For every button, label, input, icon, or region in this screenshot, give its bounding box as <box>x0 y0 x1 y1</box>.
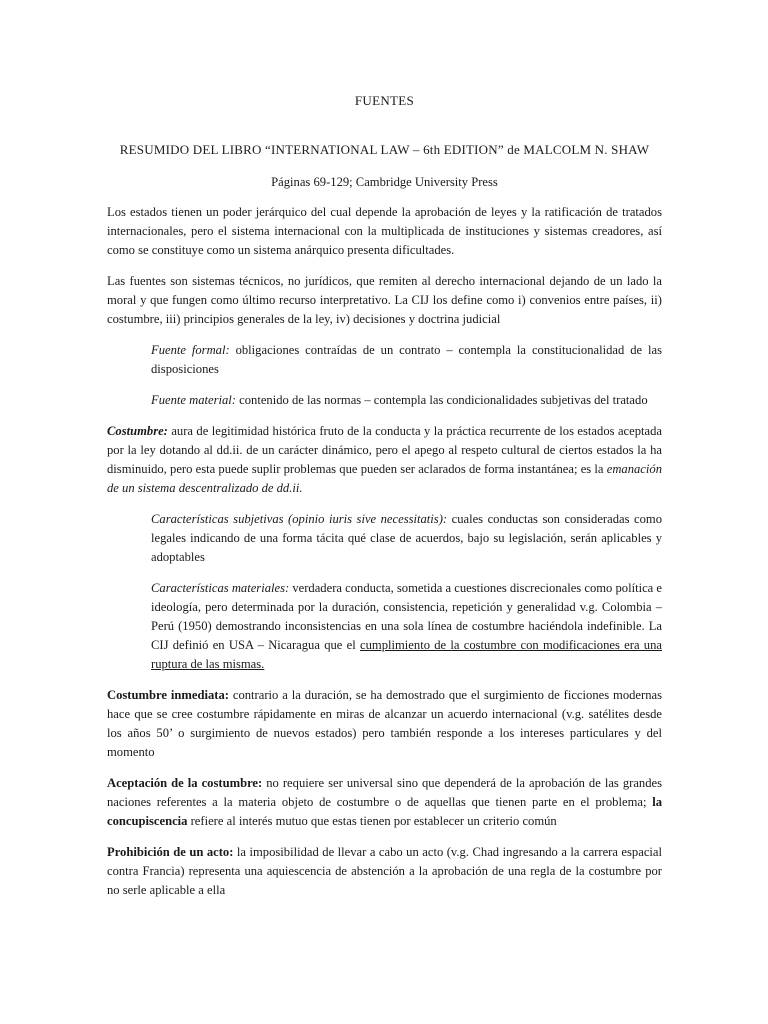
immediate-custom-text: contrario a la duración, se ha demostrado que el surgimiento de ficciones modernas hace que se cree costumbre rápidamente en miras de alcanzar un acuerdo internacional (v.g. satélites desde los años 50’ o surgimiento de nuevos estados) pero también responde a los intereses particulares y del momento <box>107 688 662 759</box>
costumbre-text: aura de legitimidad histórica fruto de la conducta y la práctica recurrente de los estados aceptada por la ley dotando al dd.ii. de un carácter dinámico, pero el apego al respeto cultural de ciertos estados la ha disminuido, pero esta puede suplir problemas que pueden ser aclarados de forma instantánea; es la <box>107 424 662 476</box>
material-characteristics-term: Características materiales: <box>151 581 290 595</box>
document-title: FUENTES <box>354 93 415 108</box>
subjective-characteristics-term: Características subjetivas (opinio iuris sive necessitatis): <box>151 512 448 526</box>
custom-acceptance-term: Aceptación de la costumbre: <box>107 776 263 790</box>
formal-source-paragraph <box>151 341 662 379</box>
material-characteristics-paragraph <box>151 579 662 674</box>
formal-source-term: Fuente formal: <box>151 343 230 357</box>
concupiscence-term: la concupiscencia <box>107 795 662 828</box>
subjective-characteristics-paragraph <box>151 510 662 567</box>
source-pages: Páginas 69-129; Cambridge University Press <box>271 175 498 189</box>
material-source-term: Fuente material: <box>151 393 236 407</box>
document-subtitle: RESUMIDO DEL LIBRO “INTERNATIONAL LAW – 6th EDITION” de MALCOLM N. SHAW <box>119 142 650 157</box>
material-source-paragraph <box>151 391 662 410</box>
material-characteristics-underlined: cumplimiento de la costumbre con modificaciones era una ruptura de las mismas. <box>151 638 662 671</box>
sources-paragraph: Las fuentes son sistemas técnicos, no jurídicos, que remiten al derecho internacional dejando de un lado la moral y que fungen como último recurso interpretativo. La CIJ los define como i) convenios entre países, ii) costumbre, iii) principios generales de la ley, iv) decisiones y doctrina judicial <box>107 274 662 326</box>
immediate-custom-paragraph <box>107 686 662 762</box>
act-prohibition-term: Prohibición de un acto: <box>107 845 234 859</box>
costumbre-term: Costumbre: <box>107 424 168 438</box>
immediate-custom-term: Costumbre inmediata: <box>107 688 229 702</box>
act-prohibition-paragraph <box>107 843 662 900</box>
act-prohibition-text: la imposibilidad de llevar a cabo un acto (v.g. Chad ingresando a la carrera espacial contra Francia) representa una aquiescencia de abstención a la aprobación de una regla de la costumbre por no serle aplicable a ella <box>107 845 662 897</box>
formal-source-text: obligaciones contraídas de un contrato – contempla la constitucionalidad de las disposiciones <box>151 343 662 376</box>
custom-acceptance-paragraph <box>107 774 662 831</box>
costumbre-paragraph <box>107 422 662 498</box>
subjective-characteristics-text: cuales conductas son consideradas como legales indicando de una forma tácita qué clase de acuerdos, bajo su legislación, serán aplicables y adoptables <box>151 512 662 564</box>
material-characteristics-text: verdadera conducta, sometida a cuestiones discrecionales como política e ideología, pero determinada por la duración, consistencia, repetición y generalidad v.g. Colombia – Perú (1950) demostrando inconsistencias en una sola línea de costumbre haciéndola indefinible. La CIJ definió en USA – Nicaragua que el <box>151 581 663 652</box>
material-source-text: contenido de las normas – contempla las condicionalidades subjetivas del tratado <box>235 393 648 407</box>
intro-paragraph: Los estados tienen un poder jerárquico del cual depende la aprobación de leyes y la ratificación de tratados internacionales, pero el sistema internacional con la multiplicada de instituciones y sistemas creadores, así como se constituye como un sistema anárquico presenta dificultades. <box>107 205 662 257</box>
costumbre-emphasis: emanación de un sistema descentralizado de dd.ii. <box>107 462 662 495</box>
custom-acceptance-text: no requiere ser universal sino que dependerá de la aprobación de las grandes naciones referentes a la materia objeto de costumbre o de aquellas que tienen parte en el problema; <box>107 776 663 809</box>
concupiscence-text: refiere al interés mutuo que estas tienen por establecer un criterio común <box>187 814 557 828</box>
